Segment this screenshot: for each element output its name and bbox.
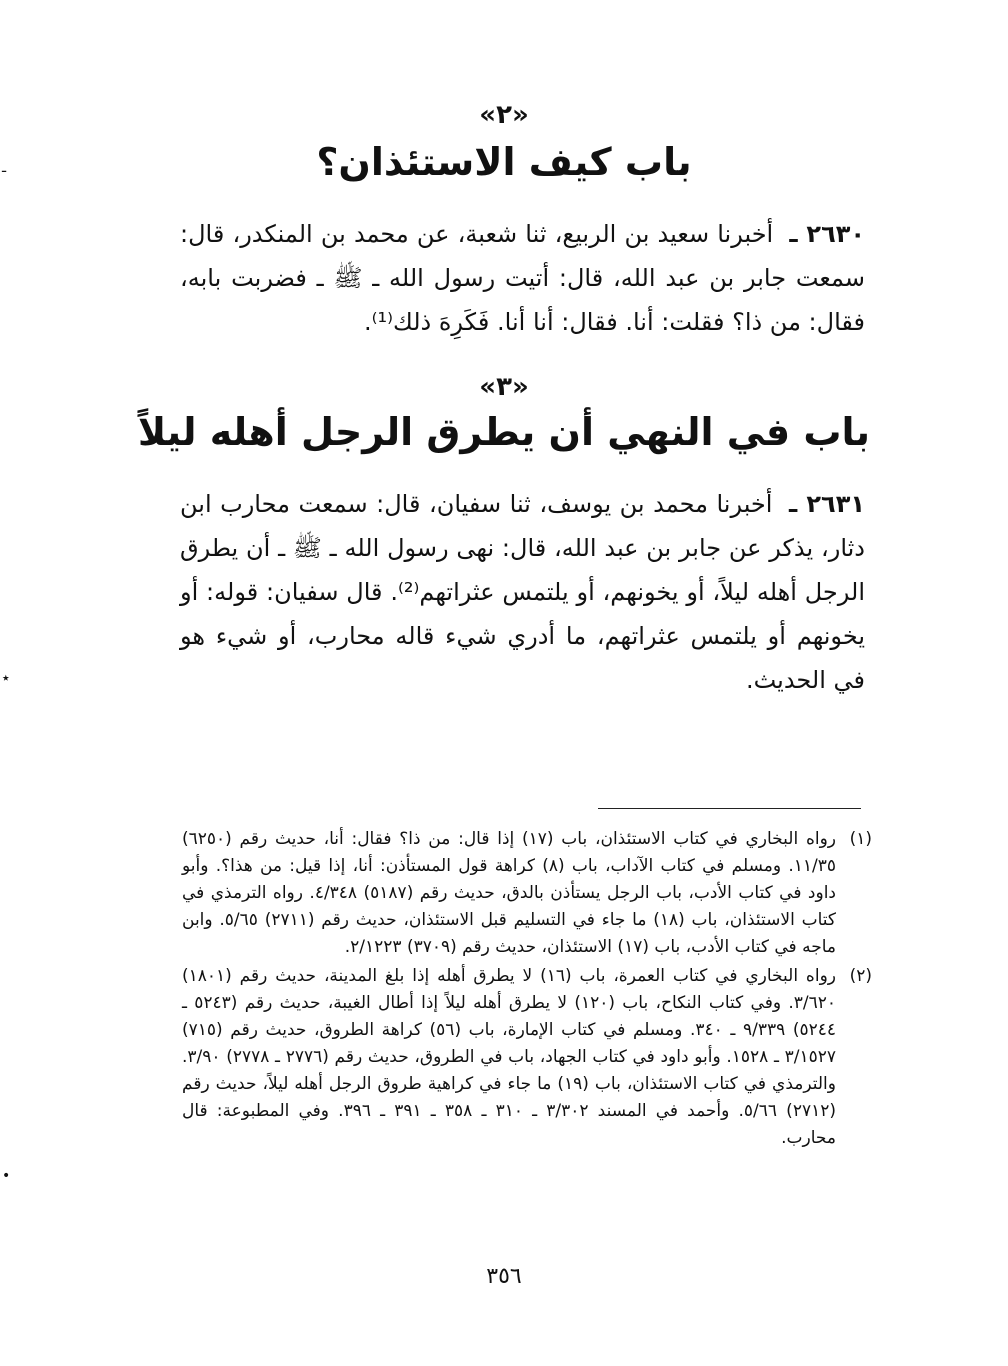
footnote-separator <box>598 808 861 809</box>
chapter-title: باب في النهي أن يطرق الرجل أهله ليلاً <box>137 410 871 454</box>
footnote-text: رواه البخاري في كتاب العمرة، باب (١٦) لا يطرق أهله إذا بلغ المدينة، حديث رقم (١٨٠١) ٣/٦٢٠. وفي كتاب النكاح، باب (١٢٠) لا يطرق أهله ليلاً إذا أطال الغيبة، حديث رقم (٥٢٤٣ ـ ٥٢٤٤) ٩/٣٣٩ ـ ٣٤٠. ومسلم في كتاب الإمارة، باب (٥٦) كراهة الطروق، حديث رقم (٧١٥) ٣/١٥٢٧ ـ ١٥٢٨. وأبو داود في كتاب الجهاد، باب في الطروق، حديث رقم (٢٧٧٦ ـ ٢٧٧٨) ٣/٩٠. والترمذي في كتاب الاستئذان، باب (١٩) ما جاء في كراهية طروق الرجل أهله ليلاً، حديث رقم (٢٧١٢) ٥/٦٦. وأحمد في المسند ٣/٣٠٢ ـ ٣١٠ ـ ٣٥٨ ـ ٣٩١ ـ ٣٩٦. وفي المطبوعة: قال محارب. <box>182 966 836 1148</box>
chapter-number: «٣» <box>479 372 529 402</box>
margin-mark: • <box>2 1168 11 1184</box>
hadith-text: أخبرنا سعيد بن الربيع، ثنا شعبة، عن محمد بن المنكدر، قال: سمعت جابر بن عبد الله، قال: أتيت رسول الله ـ ﷺ ـ فضربت بابه، فقال: من ذا؟ فقلت: أنا. فقال: أنا أنا. فَكَرِهَ ذلك⁽¹⁾. <box>180 220 865 336</box>
hadith-text: أخبرنا محمد بن يوسف، ثنا سفيان، قال: سمعت محارب ابن دثار، يذكر عن جابر بن عبد الله، قال: نهى رسول الله ـ ﷺ ـ أن يطرق الرجل أهله ليلاً، أو يخونهم، أو يلتمس عثراتهم⁽²⁾. قال سفيان: قوله: أو يخونهم أو يلتمس عثراتهم، ما أدري شيء قاله محارب، أو شيء هو في الحديث. <box>180 490 865 694</box>
hadith-number: ٢٦٣١ ـ <box>788 490 865 518</box>
footnote <box>182 826 872 961</box>
footnote <box>182 963 872 1152</box>
footnote-text: رواه البخاري في كتاب الاستئذان، باب (١٧) إذا قال: من ذا؟ فقال: أنا، حديث رقم (٦٢٥٠) ١١/٣٥. ومسلم في كتاب الآداب، باب (٨) كراهة قول المستأذن: أنا، إذا قيل: من هذا؟. وأبو داود في كتاب الأدب، باب الرجل يستأذن بالدق، حديث رقم (٥١٨٧) ٤/٣٤٨. رواه الترمذي في كتاب الاستئذان، باب (١٨) ما جاء في التسليم قبل الاستئذان، حديث رقم (٢٧١١) ٥/٦٥. وابن ماجه في كتاب الأدب، باب (١٧) الاستئذان، حديث رقم (٣٧٠٩) ٢/١٢٢٣. <box>182 829 836 957</box>
hadith-number: ٢٦٣٠ ـ <box>789 220 866 248</box>
footnote-number: (٢) <box>849 966 872 986</box>
hadith-paragraph <box>180 482 865 702</box>
margin-mark: ٭ <box>2 670 10 686</box>
margin-mark: ـ <box>2 160 7 176</box>
footnotes <box>182 826 872 1154</box>
chapter-title: باب كيف الاستئذان؟ <box>316 140 692 184</box>
chapter-number: «٢» <box>479 100 529 130</box>
hadith-paragraph <box>180 212 865 344</box>
page-number: ٣٥٦ <box>486 1264 522 1289</box>
footnote-number: (١) <box>849 829 872 849</box>
